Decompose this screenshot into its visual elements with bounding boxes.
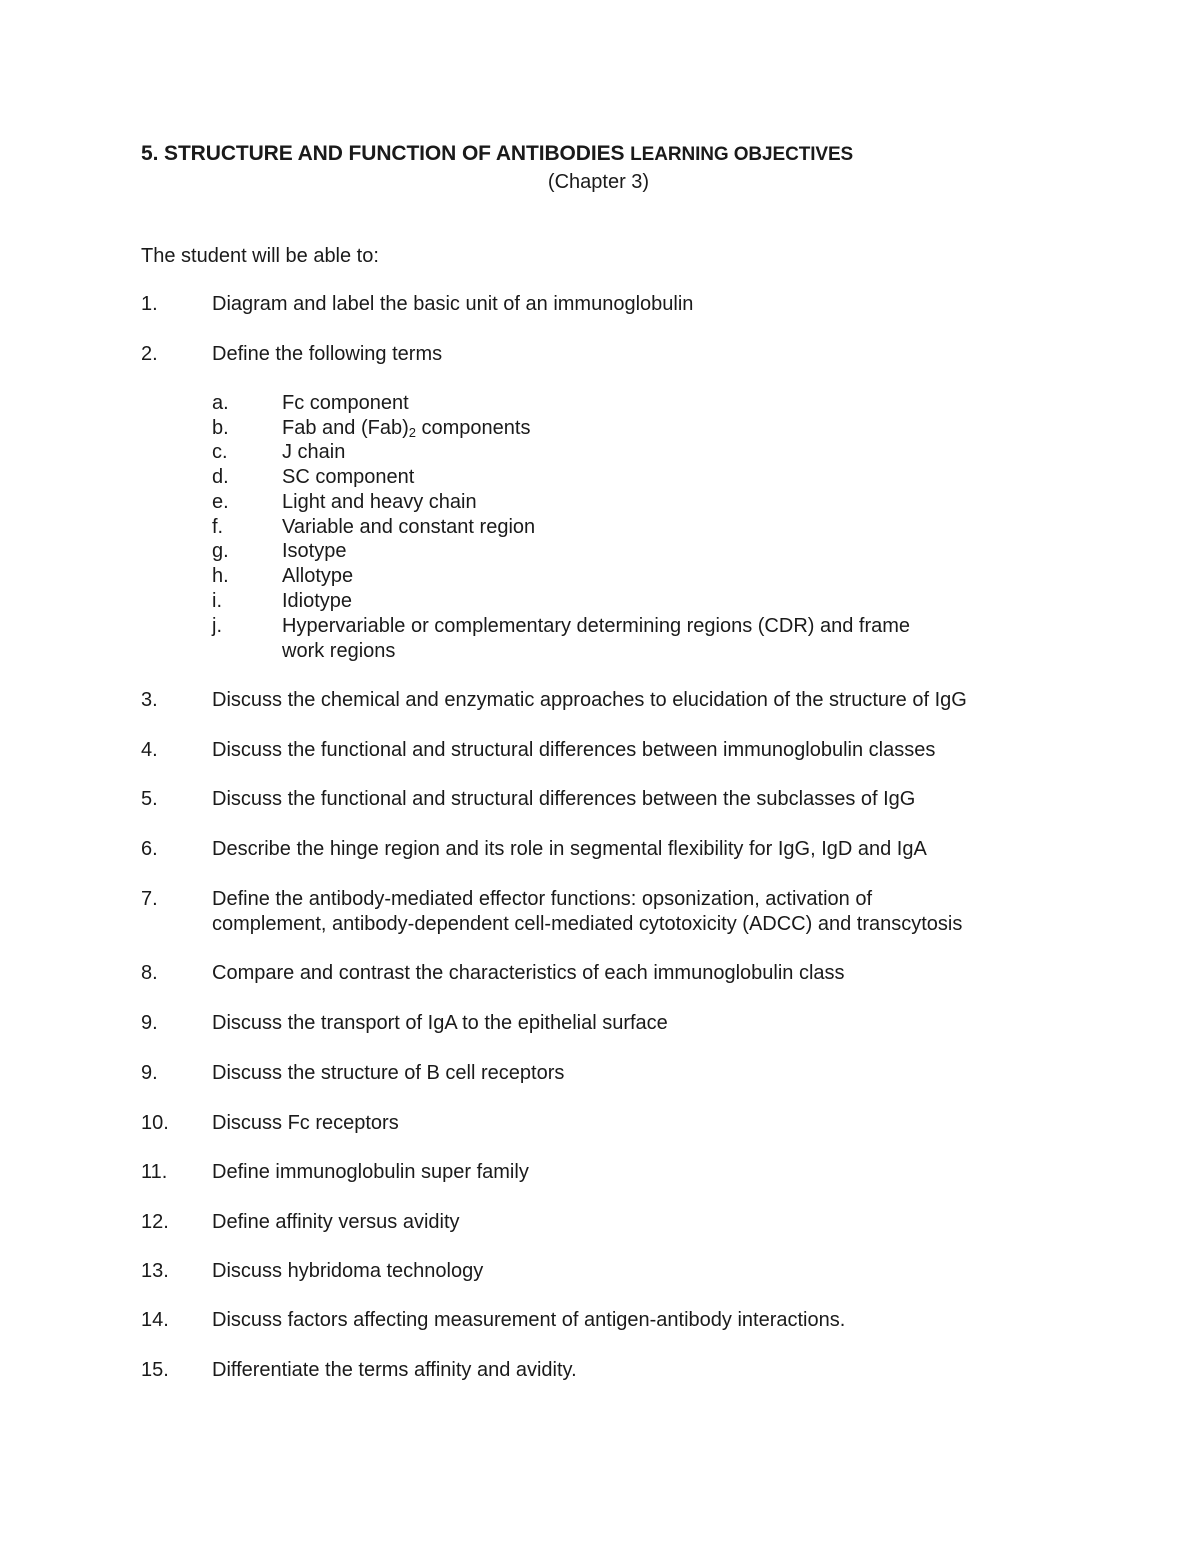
term-text: Isotype — [282, 540, 347, 562]
objective-number: 12. — [141, 1211, 169, 1233]
term-letter: a. — [212, 392, 229, 414]
term-text-continued: work regions — [282, 640, 396, 662]
objective-number: 15. — [141, 1359, 169, 1381]
term-letter: d. — [212, 466, 229, 488]
objective-text: Discuss the functional and structural differences between immunoglobulin classes — [212, 739, 936, 761]
chapter-reference: (Chapter 3) — [547, 171, 650, 193]
objective-number: 14. — [141, 1309, 169, 1331]
objective-number: 2. — [141, 343, 158, 365]
term-letter: f. — [212, 516, 224, 538]
objective-text: Discuss the functional and structural differences between the subclasses of IgG — [212, 788, 916, 810]
objective-text: Compare and contrast the characteristics of each immunoglobulin class — [212, 962, 845, 984]
objective-number: 3. — [141, 689, 158, 711]
objective-number: 9. — [141, 1012, 158, 1034]
objective-text: Discuss Fc receptors — [212, 1112, 399, 1134]
objective-text: Define the antibody-mediated effector functions: opsonization, activation of — [212, 888, 873, 910]
objective-number: 1. — [141, 293, 158, 315]
objective-text: Define the following terms — [212, 343, 443, 365]
intro-text: The student will be able to: — [141, 245, 379, 267]
objective-text: Discuss factors affecting measurement of antigen-antibody interactions. — [212, 1309, 846, 1331]
document-title — [141, 142, 853, 166]
term-text: Fab and $(Fab)_2$ components — [282, 417, 531, 440]
term-letter: i. — [212, 590, 222, 612]
objective-number: 10. — [141, 1112, 169, 1134]
term-text: Hypervariable or complementary determining regions (CDR) and frame — [282, 615, 911, 637]
objective-text-continued: complement, antibody-dependent cell-mediated cytotoxicity (ADCC) and transcytosis — [212, 913, 963, 935]
objective-text: Discuss the transport of IgA to the epithelial surface — [212, 1012, 668, 1034]
objective-number: 9. — [141, 1062, 158, 1084]
title-learning-objectives: LEARNING OBJECTIVES — [630, 144, 854, 165]
objective-text: Discuss the structure of B cell receptors — [212, 1062, 565, 1084]
term-text: Idiotype — [282, 590, 353, 612]
objective-text: Differentiate the terms affinity and avidity. — [212, 1359, 577, 1381]
term-letter: e. — [212, 491, 229, 513]
objective-text: Diagram and label the basic unit of an immunoglobulin — [212, 293, 694, 315]
term-text: SC component — [282, 466, 415, 488]
objective-text: Discuss hybridoma technology — [212, 1260, 484, 1282]
term-text: Allotype — [282, 565, 354, 587]
objective-number: 5. — [141, 788, 158, 810]
objective-text: Define affinity versus avidity — [212, 1211, 460, 1233]
objective-number: 8. — [141, 962, 158, 984]
objective-text: Discuss the chemical and enzymatic approaches to elucidation of the structure of IgG — [212, 689, 967, 711]
title-main: 5. STRUCTURE AND FUNCTION OF ANTIBODIES — [141, 142, 625, 165]
term-letter: c. — [212, 441, 228, 463]
term-text: Fc component — [282, 392, 409, 414]
term-letter: h. — [212, 565, 229, 587]
objective-number: 4. — [141, 739, 158, 761]
term-letter: j. — [212, 615, 222, 637]
term-text: Variable and constant region — [282, 516, 536, 538]
objective-number: 7. — [141, 888, 158, 910]
objective-number: 13. — [141, 1260, 169, 1282]
term-letter: g. — [212, 540, 229, 562]
objective-number: 11. — [141, 1161, 168, 1183]
objective-number: 6. — [141, 838, 158, 860]
term-text: J chain — [282, 441, 346, 463]
objective-text: Define immunoglobulin super family — [212, 1161, 529, 1183]
term-letter: b. — [212, 417, 229, 439]
objective-text: Describe the hinge region and its role in segmental flexibility for IgG, IgD and IgA — [212, 838, 927, 860]
term-text: Light and heavy chain — [282, 491, 477, 513]
